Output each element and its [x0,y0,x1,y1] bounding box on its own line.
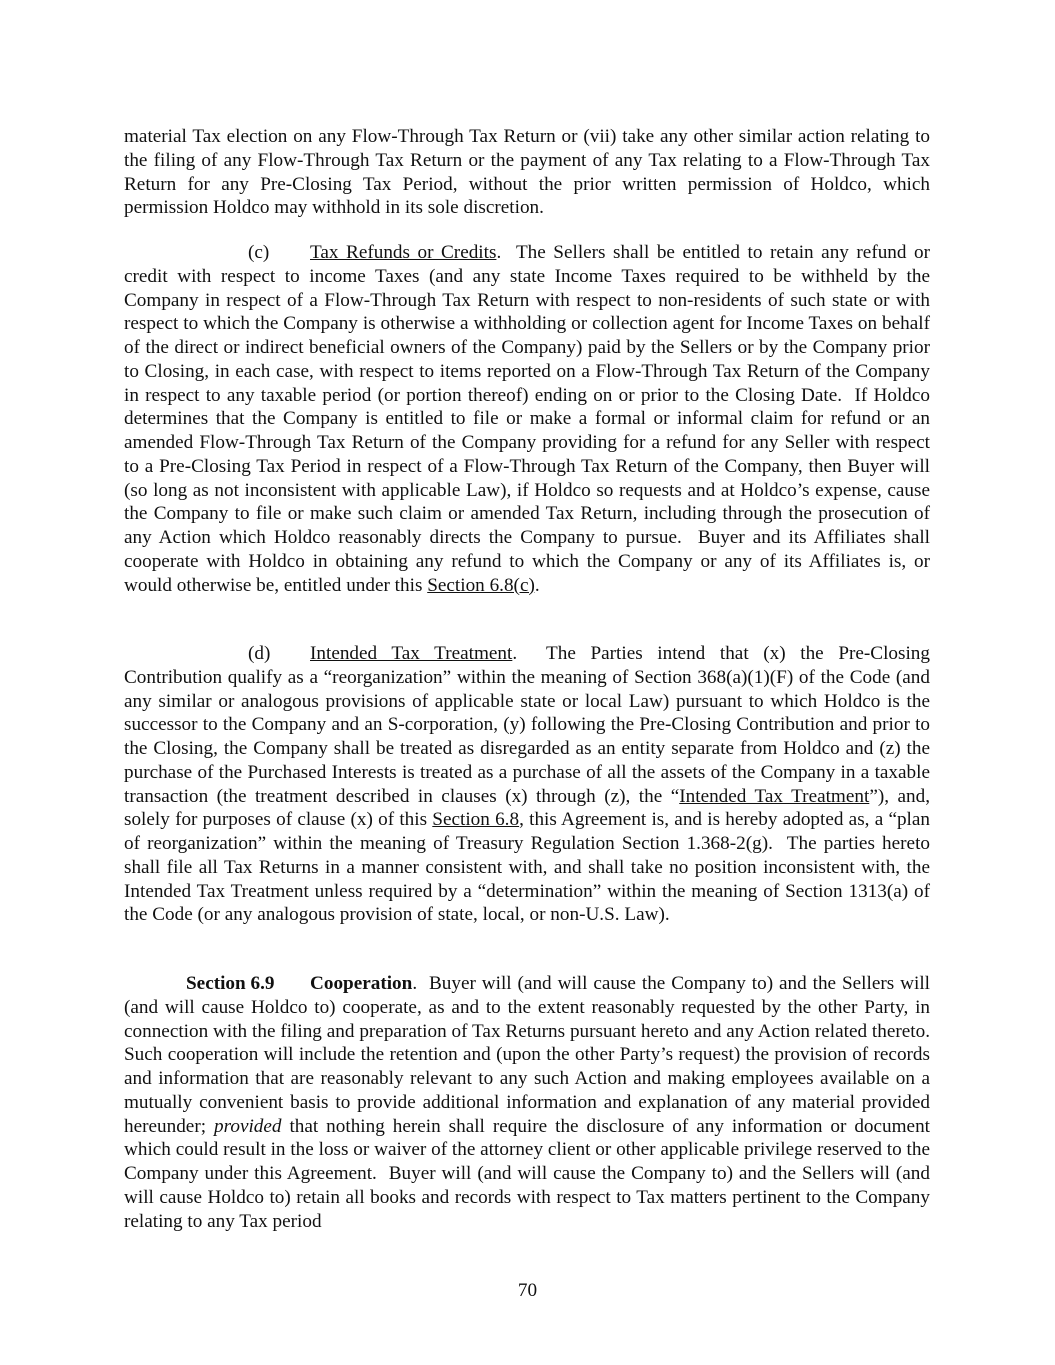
paragraph-section-6-9 [124,972,935,1233]
cross-reference-section-6-8: Section 6.8 [432,809,520,831]
paragraph-6-8-d [124,642,935,927]
clause-label-c: (c) [248,242,270,263]
section-6-9-body-1: Buyer will (and will cause the Company to) and the Sellers will (and will cause Holdco to) cooperate, as and to the extent reasonably requested by the other Party, in connection with the filing and preparation of Tax Returns pursuant hereto and any Action related thereto. Such cooperation will include the retention and (upon the other Party’s request) the provision of records and information that are reasonably relevant to any such Action and making employees available on a mutually convenient basis to provide additional information and explanation of any material provided hereunder; [124,973,935,1137]
section-number-6-9: Section 6.9 [186,973,275,994]
clause-c-body: The Sellers shall be entitled to retain any refund or credit with respect to income Taxes (and any state Income Taxes required to be withheld by the Company in respect of a Flow-Through Tax Return with respect to non-residents of such state or with respect to which the Company is otherwise a withholding or collection agent for Income Taxes on behalf of the direct or indirect beneficial owners of the Company) paid by the Sellers or by the Company prior to Closing, in each case, with respect to items reported on a Flow-Through Tax Return of the Company in respect to any taxable period (or portion thereof) ending on or prior to the Closing Date. If Holdco determines that the Company is entitled to file or make a formal or informal claim for refund or an amended Flow-Through Tax Return of the Company providing for a refund for any Seller with respect to a Pre-Closing Tax Period in respect of a Flow-Through Tax Return of the Company, then Buyer will (so long as not inconsistent with applicable Law), if Holdco so requests and at Holdco’s expense, cause the Company to file or make such claim or amended Tax Return, including through the prosecution of any Action which Holdco reasonably directs the Company to pursue. Buyer and its Affiliates shall cooperate with Holdco in obtaining any refund to which the Company or any of its Affiliates is, or would otherwise be, entitled under this [124,242,935,596]
defined-term-intended-tax-treatment: Intended Tax Treatment [679,785,870,807]
section-title-cooperation: Cooperation [310,973,413,994]
paragraph-6-8-c [124,241,935,597]
heading-punctuation: . [496,242,502,263]
clause-label-d: (d) [248,643,271,664]
provided-term: provided [214,1115,282,1137]
page-number: 70 [517,1280,538,1301]
section-6-9-body-2: that nothing herein shall require the disclosure of any information or document which could result in the loss or waiver of the attorney client or other applicable privilege reserved to the Company under this Agreement. Buyer will (and will cause the Company to) and the Sellers will (and will cause Holdco to) retain all books and records with respect to Tax matters pertinent to the Company relating to any Tax period [124,1115,935,1232]
clause-d-body-2: ”), and, solely for purposes of clause (x) of this [124,785,930,831]
heading-intended-tax-treatment: Intended Tax Treatment [310,643,513,664]
section-title-punctuation: . [412,973,418,994]
heading-punctuation: . [512,643,518,664]
clause-c-tail: . [534,574,540,596]
clause-d-body-3: , this Agreement is, and is hereby adopted as, a “plan of reorganization” within the meaning of Treasury Regulation Section 1.368-2(g). The parties hereto shall file all Tax Returns in a manner consistent with, and shall take no position inconsistent with, the Intended Tax Treatment unless required by a “determination” within the meaning of Section 1313(a) of the Code (or any analogous provision of state, local, or non-U.S. Law). [124,809,935,926]
heading-tax-refunds-or-credits: Tax Refunds or Credits [310,242,497,263]
paragraph-continuation: material Tax election on any Flow-Through Tax Return or (vii) take any other similar action relating to the filing of any Flow-Through Tax Return or the payment of any Tax relating to a Flow-Through Tax Return for any Pre-Closing Tax Period, without the prior written permission of Holdco, which permission Holdco may withhold in its sole discretion. [124,126,930,219]
clause-d-body-1: The Parties intend that (x) the Pre-Closing Contribution qualify as a “reorganization” within the meaning of Section 368(a)(1)(F) of the Code (and any similar or analogous provisions of applicable state or local Law) pursuant to which Holdco is the successor to the Company and an S-corporation, (y) following the Pre-Closing Contribution and prior to the Closing, the Company shall be treated as disregarded as an entity separate from Holdco and (z) the purchase of the Purchased Interests is treated as a purchase of all the assets of the Company in a taxable transaction (the treatment described in clauses (x) through (z), the “ [124,643,935,807]
cross-reference-section-6-8-c: Section 6.8(c) [427,574,535,596]
